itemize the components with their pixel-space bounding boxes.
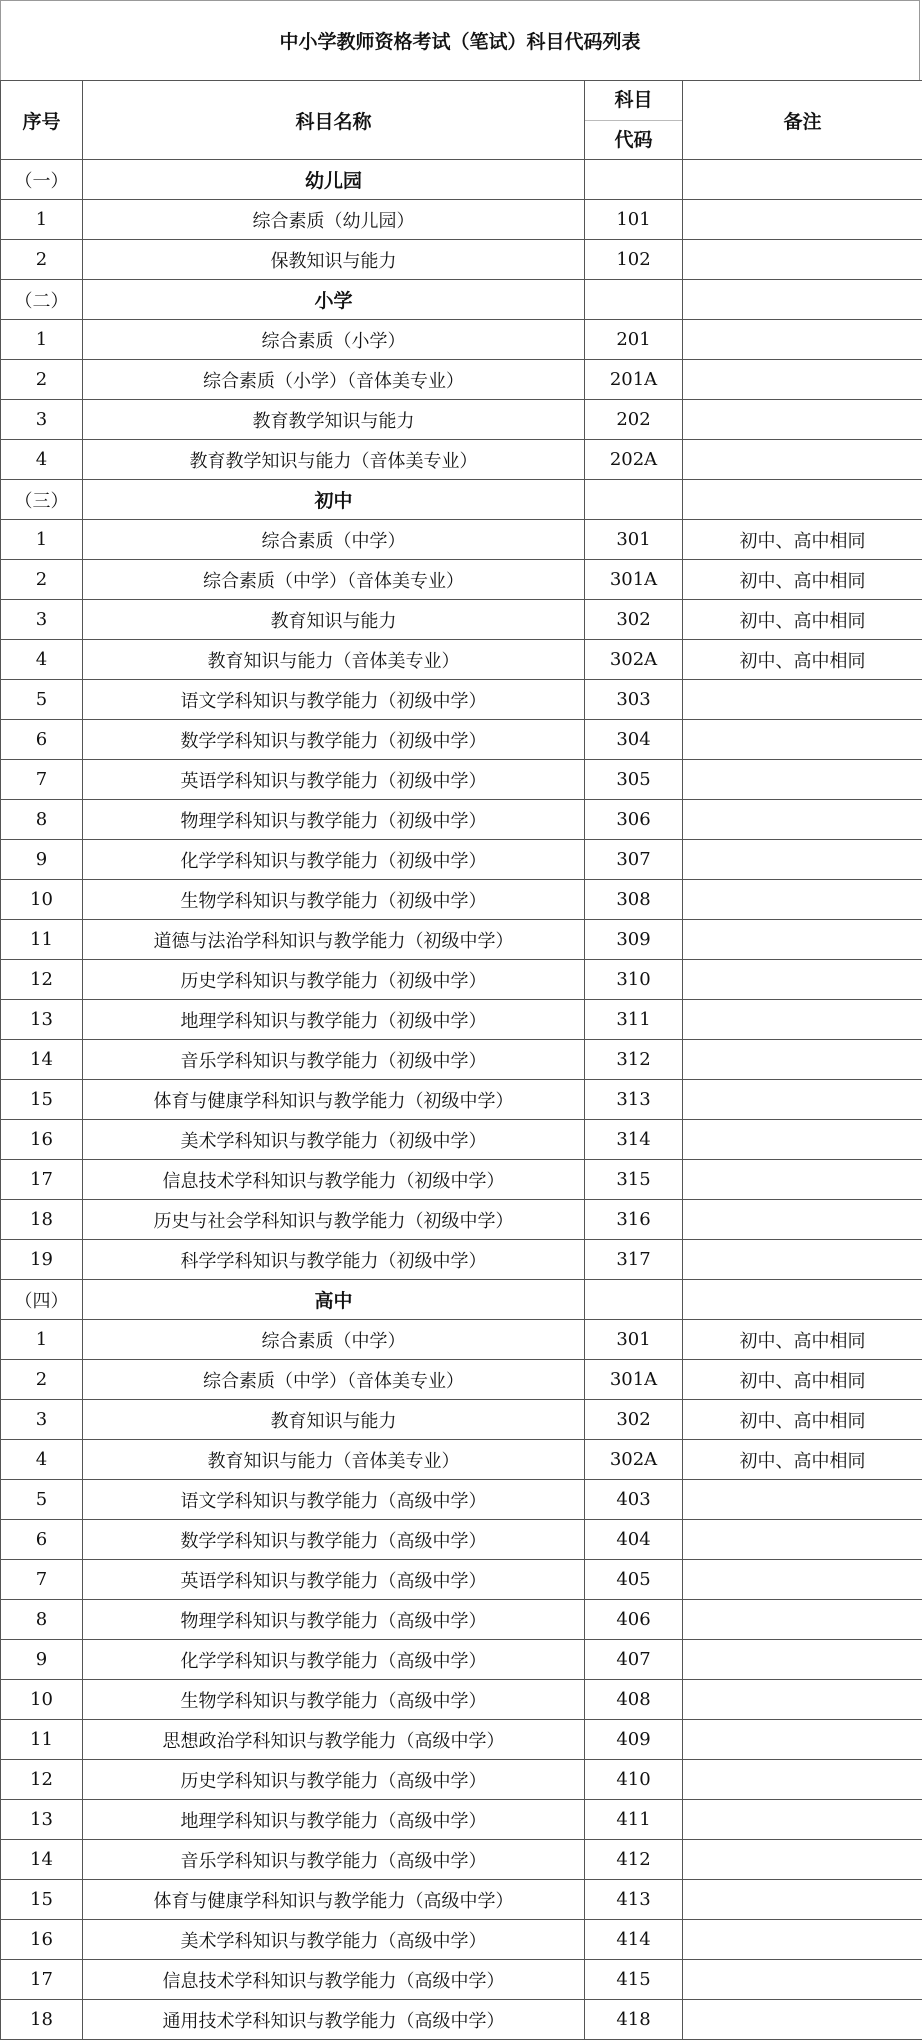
cell-note: [683, 320, 922, 360]
table-row: [1, 1320, 922, 1360]
table-row: [1, 520, 922, 560]
cell-seq: 5: [1, 1480, 83, 1520]
table-row: [1, 1680, 922, 1720]
cell-seq: （四）: [1, 1280, 83, 1320]
table-row: [1, 1960, 922, 2000]
subject-code-table: [0, 80, 922, 2040]
table-row: [1, 200, 922, 240]
cell-code: 306: [585, 800, 683, 840]
cell-seq: 18: [1, 1200, 83, 1240]
cell-name: 综合素质（小学）: [83, 320, 585, 360]
table-row: [1, 1160, 922, 1200]
cell-note: [683, 1800, 922, 1840]
cell-name: 地理学科知识与教学能力（高级中学）: [83, 1800, 585, 1840]
cell-note: [683, 400, 922, 440]
cell-note: [683, 1520, 922, 1560]
cell-seq: 3: [1, 400, 83, 440]
cell-code: 302: [585, 1400, 683, 1440]
cell-name: 初中: [83, 480, 585, 520]
cell-note: [683, 240, 922, 280]
cell-code: 317: [585, 1240, 683, 1280]
cell-note: [683, 1840, 922, 1880]
cell-name: 综合素质（中学）（音体美专业）: [83, 1360, 585, 1400]
cell-note: [683, 1120, 922, 1160]
cell-code: 302: [585, 600, 683, 640]
table-row: [1, 1480, 922, 1520]
cell-name: 化学学科知识与教学能力（初级中学）: [83, 840, 585, 880]
cell-code: 202A: [585, 440, 683, 480]
cell-seq: 7: [1, 1560, 83, 1600]
cell-code: 310: [585, 960, 683, 1000]
table-row: [1, 320, 922, 360]
cell-note: 初中、高中相同: [683, 560, 922, 600]
cell-seq: 10: [1, 1680, 83, 1720]
cell-code: 302A: [585, 640, 683, 680]
cell-code: 406: [585, 1600, 683, 1640]
section-row: [1, 280, 922, 320]
cell-name: 物理学科知识与教学能力（初级中学）: [83, 800, 585, 840]
cell-note: [683, 1480, 922, 1520]
cell-seq: 8: [1, 1600, 83, 1640]
cell-seq: 11: [1, 920, 83, 960]
cell-code: 102: [585, 240, 683, 280]
table-row: [1, 1640, 922, 1680]
cell-name: 历史学科知识与教学能力（初级中学）: [83, 960, 585, 1000]
table-row: [1, 680, 922, 720]
cell-name: 教育知识与能力: [83, 1400, 585, 1440]
cell-seq: 2: [1, 360, 83, 400]
cell-code: 308: [585, 880, 683, 920]
cell-note: [683, 1880, 922, 1920]
cell-note: [683, 960, 922, 1000]
cell-name: 保教知识与能力: [83, 240, 585, 280]
cell-note: [683, 680, 922, 720]
cell-name: 美术学科知识与教学能力（初级中学）: [83, 1120, 585, 1160]
cell-note: [683, 1720, 922, 1760]
cell-note: [683, 840, 922, 880]
cell-seq: 9: [1, 1640, 83, 1680]
cell-note: [683, 1080, 922, 1120]
cell-seq: 6: [1, 720, 83, 760]
cell-code: 309: [585, 920, 683, 960]
cell-code: [585, 280, 683, 320]
cell-note: [683, 2000, 922, 2040]
cell-code: 410: [585, 1760, 683, 1800]
section-row: [1, 160, 922, 200]
cell-name: 美术学科知识与教学能力（高级中学）: [83, 1920, 585, 1960]
document-title: 中小学教师资格考试（笔试）科目代码列表: [0, 0, 920, 80]
cell-seq: 13: [1, 1000, 83, 1040]
cell-seq: 15: [1, 1880, 83, 1920]
cell-code: 411: [585, 1800, 683, 1840]
cell-name: 幼儿园: [83, 160, 585, 200]
header-code-line2: 代码: [614, 129, 653, 151]
cell-note: [683, 1760, 922, 1800]
cell-seq: 1: [1, 1320, 83, 1360]
table-row: [1, 1200, 922, 1240]
cell-name: 历史与社会学科知识与教学能力（初级中学）: [83, 1200, 585, 1240]
table-row: [1, 1760, 922, 1800]
header-seq: 序号: [1, 81, 83, 160]
cell-code: 409: [585, 1720, 683, 1760]
cell-name: 地理学科知识与教学能力（初级中学）: [83, 1000, 585, 1040]
table-row: [1, 1240, 922, 1280]
cell-note: 初中、高中相同: [683, 600, 922, 640]
cell-name: 思想政治学科知识与教学能力（高级中学）: [83, 1720, 585, 1760]
cell-name: 音乐学科知识与教学能力（高级中学）: [83, 1840, 585, 1880]
cell-name: 道德与法治学科知识与教学能力（初级中学）: [83, 920, 585, 960]
cell-name: 教育知识与能力（音体美专业）: [83, 640, 585, 680]
cell-note: [683, 1200, 922, 1240]
table-row: [1, 880, 922, 920]
table-row: [1, 240, 922, 280]
cell-seq: （一）: [1, 160, 83, 200]
cell-seq: 14: [1, 1040, 83, 1080]
cell-code: 301: [585, 1320, 683, 1360]
cell-code: 314: [585, 1120, 683, 1160]
cell-name: 教育教学知识与能力（音体美专业）: [83, 440, 585, 480]
cell-code: 101: [585, 200, 683, 240]
table-row: [1, 560, 922, 600]
cell-code: 301A: [585, 1360, 683, 1400]
header-note: 备注: [683, 81, 922, 160]
cell-code: 412: [585, 1840, 683, 1880]
cell-code: 304: [585, 720, 683, 760]
cell-code: 413: [585, 1880, 683, 1920]
cell-note: [683, 1240, 922, 1280]
cell-seq: 3: [1, 600, 83, 640]
cell-name: 英语学科知识与教学能力（初级中学）: [83, 760, 585, 800]
cell-note: [683, 280, 922, 320]
cell-code: 302A: [585, 1440, 683, 1480]
cell-code: 414: [585, 1920, 683, 1960]
cell-code: 415: [585, 1960, 683, 2000]
cell-name: 教育教学知识与能力: [83, 400, 585, 440]
table-row: [1, 440, 922, 480]
cell-name: 教育知识与能力: [83, 600, 585, 640]
table-row: [1, 840, 922, 880]
cell-code: 307: [585, 840, 683, 880]
cell-code: 201: [585, 320, 683, 360]
cell-name: 语文学科知识与教学能力（初级中学）: [83, 680, 585, 720]
table-row: [1, 1520, 922, 1560]
cell-seq: 1: [1, 200, 83, 240]
table-row: [1, 1000, 922, 1040]
cell-code: [585, 480, 683, 520]
cell-name: 音乐学科知识与教学能力（初级中学）: [83, 1040, 585, 1080]
cell-seq: 8: [1, 800, 83, 840]
cell-note: [683, 1600, 922, 1640]
cell-seq: 15: [1, 1080, 83, 1120]
table-row: [1, 720, 922, 760]
cell-name: 化学学科知识与教学能力（高级中学）: [83, 1640, 585, 1680]
section-row: [1, 480, 922, 520]
cell-code: 202: [585, 400, 683, 440]
cell-seq: 4: [1, 440, 83, 480]
cell-code: 305: [585, 760, 683, 800]
cell-note: [683, 800, 922, 840]
header-code-line1: 科目: [585, 81, 682, 121]
cell-note: 初中、高中相同: [683, 1360, 922, 1400]
cell-note: [683, 1960, 922, 2000]
cell-seq: 19: [1, 1240, 83, 1280]
table-row: [1, 1880, 922, 1920]
cell-code: [585, 1280, 683, 1320]
cell-code: 312: [585, 1040, 683, 1080]
cell-seq: 1: [1, 520, 83, 560]
cell-note: [683, 1920, 922, 1960]
cell-name: 数学学科知识与教学能力（初级中学）: [83, 720, 585, 760]
cell-note: [683, 760, 922, 800]
table-row: [1, 1560, 922, 1600]
cell-note: [683, 1160, 922, 1200]
table-row: [1, 760, 922, 800]
cell-note: [683, 1560, 922, 1600]
cell-note: [683, 1640, 922, 1680]
cell-seq: 18: [1, 2000, 83, 2040]
table-row: [1, 600, 922, 640]
table-row: [1, 1800, 922, 1840]
cell-name: 综合素质（中学）（音体美专业）: [83, 560, 585, 600]
cell-name: 体育与健康学科知识与教学能力（初级中学）: [83, 1080, 585, 1120]
cell-note: [683, 880, 922, 920]
cell-code: 315: [585, 1160, 683, 1200]
cell-name: 生物学科知识与教学能力（高级中学）: [83, 1680, 585, 1720]
cell-note: [683, 440, 922, 480]
header-code: [585, 81, 683, 160]
table-row: [1, 800, 922, 840]
cell-note: 初中、高中相同: [683, 1320, 922, 1360]
cell-seq: 16: [1, 1120, 83, 1160]
table-row: [1, 1040, 922, 1080]
table-row: [1, 1080, 922, 1120]
cell-name: 教育知识与能力（音体美专业）: [83, 1440, 585, 1480]
cell-seq: 7: [1, 760, 83, 800]
table-row: [1, 920, 922, 960]
cell-note: [683, 360, 922, 400]
table-row: [1, 2000, 922, 2040]
cell-name: 物理学科知识与教学能力（高级中学）: [83, 1600, 585, 1640]
cell-name: 科学学科知识与教学能力（初级中学）: [83, 1240, 585, 1280]
cell-seq: 3: [1, 1400, 83, 1440]
cell-seq: 9: [1, 840, 83, 880]
cell-code: 405: [585, 1560, 683, 1600]
cell-note: 初中、高中相同: [683, 640, 922, 680]
cell-seq: 11: [1, 1720, 83, 1760]
cell-seq: 12: [1, 1760, 83, 1800]
cell-name: 通用技术学科知识与教学能力（高级中学）: [83, 2000, 585, 2040]
cell-note: [683, 1000, 922, 1040]
cell-seq: 5: [1, 680, 83, 720]
cell-name: 信息技术学科知识与教学能力（初级中学）: [83, 1160, 585, 1200]
cell-seq: 17: [1, 1960, 83, 2000]
cell-seq: 2: [1, 1360, 83, 1400]
cell-seq: 4: [1, 640, 83, 680]
header-name: 科目名称: [83, 81, 585, 160]
cell-note: [683, 920, 922, 960]
cell-seq: 16: [1, 1920, 83, 1960]
cell-code: 316: [585, 1200, 683, 1240]
cell-code: 313: [585, 1080, 683, 1120]
cell-code: 407: [585, 1640, 683, 1680]
cell-seq: 6: [1, 1520, 83, 1560]
cell-note: 初中、高中相同: [683, 1400, 922, 1440]
cell-note: [683, 1280, 922, 1320]
table-row: [1, 960, 922, 1000]
cell-seq: 1: [1, 320, 83, 360]
table-row: [1, 1360, 922, 1400]
table-row: [1, 400, 922, 440]
section-row: [1, 1280, 922, 1320]
cell-seq: （三）: [1, 480, 83, 520]
cell-name: 综合素质（中学）: [83, 1320, 585, 1360]
cell-name: 生物学科知识与教学能力（初级中学）: [83, 880, 585, 920]
table-row: [1, 1920, 922, 1960]
cell-code: [585, 160, 683, 200]
cell-name: 小学: [83, 280, 585, 320]
cell-note: 初中、高中相同: [683, 520, 922, 560]
cell-code: 403: [585, 1480, 683, 1520]
cell-code: 303: [585, 680, 683, 720]
cell-code: 408: [585, 1680, 683, 1720]
cell-note: [683, 160, 922, 200]
cell-name: 语文学科知识与教学能力（高级中学）: [83, 1480, 585, 1520]
cell-seq: 17: [1, 1160, 83, 1200]
cell-seq: 12: [1, 960, 83, 1000]
cell-code: 404: [585, 1520, 683, 1560]
cell-name: 综合素质（幼儿园）: [83, 200, 585, 240]
cell-seq: 10: [1, 880, 83, 920]
cell-name: 数学学科知识与教学能力（高级中学）: [83, 1520, 585, 1560]
table-row: [1, 1400, 922, 1440]
cell-name: 综合素质（中学）: [83, 520, 585, 560]
table-row: [1, 1720, 922, 1760]
cell-name: 体育与健康学科知识与教学能力（高级中学）: [83, 1880, 585, 1920]
cell-note: [683, 1680, 922, 1720]
cell-seq: 13: [1, 1800, 83, 1840]
cell-seq: 2: [1, 560, 83, 600]
cell-note: [683, 200, 922, 240]
table-row: [1, 1120, 922, 1160]
cell-seq: 4: [1, 1440, 83, 1480]
cell-code: 301: [585, 520, 683, 560]
cell-name: 历史学科知识与教学能力（高级中学）: [83, 1760, 585, 1800]
table-row: [1, 360, 922, 400]
cell-note: 初中、高中相同: [683, 1440, 922, 1480]
table-row: [1, 1600, 922, 1640]
cell-seq: （二）: [1, 280, 83, 320]
cell-code: 301A: [585, 560, 683, 600]
table-header-row: [1, 81, 922, 160]
cell-name: 英语学科知识与教学能力（高级中学）: [83, 1560, 585, 1600]
table-row: [1, 1840, 922, 1880]
cell-name: 高中: [83, 1280, 585, 1320]
cell-code: 418: [585, 2000, 683, 2040]
cell-note: [683, 720, 922, 760]
cell-code: 201A: [585, 360, 683, 400]
cell-note: [683, 1040, 922, 1080]
cell-name: 综合素质（小学）（音体美专业）: [83, 360, 585, 400]
cell-note: [683, 480, 922, 520]
table-row: [1, 1440, 922, 1480]
table-row: [1, 640, 922, 680]
cell-seq: 2: [1, 240, 83, 280]
cell-name: 信息技术学科知识与教学能力（高级中学）: [83, 1960, 585, 2000]
cell-code: 311: [585, 1000, 683, 1040]
cell-seq: 14: [1, 1840, 83, 1880]
